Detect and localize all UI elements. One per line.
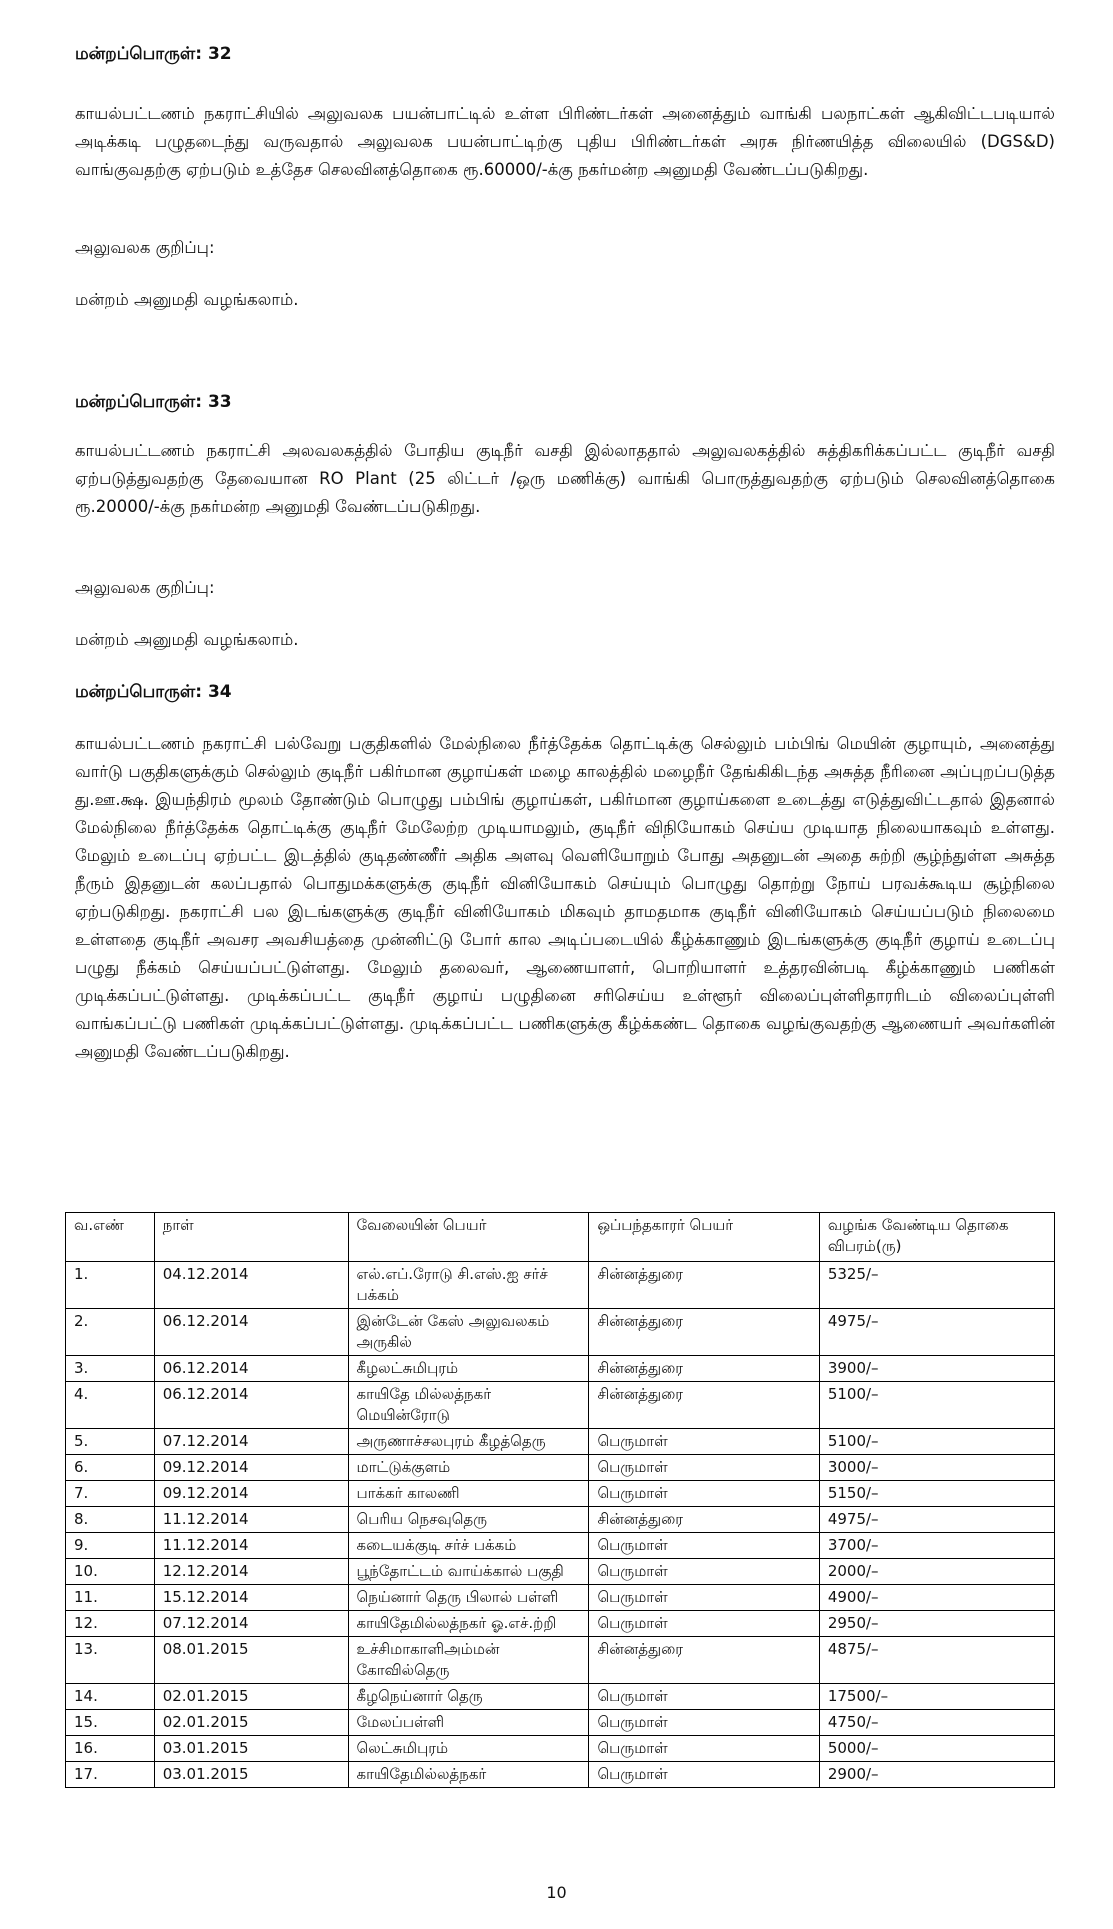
table-row (66, 1762, 1055, 1788)
item-33-body: காயல்பட்டணம் நகராட்சி அலவலகத்தில் போதிய குடிநீர் வசதி இல்லாததால் அலுவலகத்தில் சுத்திகரிக்கப்பட்ட குடிநீர் வசதி ஏற்படுத்துவதற்கு தேவையான RO Plant (25 லிட்டர் /ஒரு மணிக்கு) வாங்கி பொருத்துவதற்கு ஏற்படும் செலவினத்தொகை ரூ.20000/-க்கு நகர்மன்ற அனுமதி வேண்டப்படுகிறது. (75, 441, 1055, 516)
cell-work-name: காயிதேமில்லத்நகர் ஓ.எச்.ற்றி (348, 1611, 589, 1637)
cell-amount: 5325/– (819, 1262, 1054, 1309)
cell-contractor: பெருமாள் (589, 1455, 819, 1481)
table-row (66, 1356, 1055, 1382)
cell-date: 09.12.2014 (154, 1455, 348, 1481)
cell-amount: 4750/– (819, 1710, 1054, 1736)
cell-date: 15.12.2014 (154, 1585, 348, 1611)
cell-contractor: சின்னத்துரை (589, 1356, 819, 1382)
cell-work-name: லெட்சுமிபுரம் (348, 1736, 589, 1762)
cell-work-name: கீழநெய்னார் தெரு (348, 1684, 589, 1710)
col-contractor-header: ஒப்பந்தகாரர் பெயர் (589, 1213, 819, 1262)
item-34-body: காயல்பட்டணம் நகராட்சி பல்வேறு பகுதிகளில் மேல்நிலை நீர்த்தேக்க தொட்டிக்கு செல்லும் பம்பிங் மெயின் குழாயும், அனைத்து வார்டு பகுதிகளுக்கும் செல்லும் குடிநீர் பகிர்மான குழாய்கள் மழை காலத்தில் மழைநீர் தேங்கிகிடந்த அசுத்த நீரினை அப்புறப்படுத்த து.ஊ.க்ஷ. இயந்திரம் மூலம் தோண்டும் பொழுது பம்பிங் குழாய்கள், பகிர்மான குழாய்களை உடைத்து எடுத்துவிட்டதால் இதனால் மேல்நிலை நீர்த்தேக்க தொட்டிக்கு குடிநீர் மேலேற்ற முடியாமலும், குடிநீர் விநியோகம் செய்ய முடியாத நிலையாகவும் உள்ளது. மேலும் உடைப்பு ஏற்பட்ட இடத்தில் குடிதண்ணீர் அதிக அளவு வெளியோறும் போது அதனுடன் அதை சுற்றி சூழ்ந்துள்ள அசுத்த நீரும் இதனுடன் கலப்பதால் பொதுமக்களுக்கு குடிநீர் வினியோகம் செய்யும் பொழுது தொற்று நோய் பரவக்கூடிய சூழ்நிலை ஏற்படுகிறது. நகராட்சி பல இடங்களுக்கு குடிநீர் வினியோகம் மிகவும் தாமதமாக குடிநீர் வினியோகம் செய்யப்படும் நிலைமை உள்ளதை குடிநீர் அவசர அவசியத்தை முன்னிட்டு போர் கால அடிப்படையில் கீழ்க்காணும் இடங்களுக்கு குடிநீர் குழாய் உடைப்பு பழுது நீக்கம் செய்யப்பட்டுள்ளது. மேலும் தலைவர், ஆணையாளர், பொறியாளர் உத்தரவின்படி கீழ்க்காணும் பணிகள் முடிக்கப்பட்டுள்ளது. முடிக்கப்பட்ட குடிநீர் குழாய் பழுதினை சரிசெய்ய உள்ளூர் விலைப்புள்ளிதாரரிடம் விலைப்புள்ளி வாங்கப்பட்டு பணிகள் முடிக்கப்பட்டுள்ளது. முடிக்கப்பட்ட பணிகளுக்கு கீழ்க்கண்ட தொகை வழங்குவதற்கு ஆணையர் அவர்களின் அனுமதி வேண்டப்படுகிறது. (75, 734, 1055, 1061)
cell-amount: 2950/– (819, 1611, 1054, 1637)
cell-date: 12.12.2014 (154, 1559, 348, 1585)
cell-work-name: பெரிய நெசவுதெரு (348, 1507, 589, 1533)
item-32-heading: மன்றப்பொருள்: 32 (75, 44, 232, 64)
cell-contractor: பெருமாள் (589, 1611, 819, 1637)
table-row (66, 1262, 1055, 1309)
cell-serial: 3. (66, 1356, 155, 1382)
item-34-heading: மன்றப்பொருள்: 34 (75, 682, 232, 702)
table-row (66, 1585, 1055, 1611)
cell-work-name: காயிதே மில்லத்நகர் மெயின்ரோடு (348, 1382, 589, 1429)
col-amount-header: வழங்க வேண்டிய தொகை விபரம்(ரு) (819, 1213, 1054, 1262)
table-row (66, 1382, 1055, 1429)
cell-work-name: பூந்தோட்டம் வாய்க்கால் பகுதி (348, 1559, 589, 1585)
cell-amount: 17500/– (819, 1684, 1054, 1710)
table-row (66, 1559, 1055, 1585)
col-serial-header: வ.எண் (66, 1213, 155, 1262)
cell-amount: 3900/– (819, 1356, 1054, 1382)
table-row (66, 1736, 1055, 1762)
cell-contractor: பெருமாள் (589, 1429, 819, 1455)
cell-amount: 3000/– (819, 1455, 1054, 1481)
col-date-header: நாள் (154, 1213, 348, 1262)
item-33-note-label: அலுவலக குறிப்பு: (75, 578, 215, 597)
table-row (66, 1481, 1055, 1507)
cell-serial: 13. (66, 1637, 155, 1684)
table-row (66, 1429, 1055, 1455)
cell-serial: 15. (66, 1710, 155, 1736)
table-body (66, 1262, 1055, 1788)
cell-date: 07.12.2014 (154, 1429, 348, 1455)
cell-serial: 5. (66, 1429, 155, 1455)
cell-date: 09.12.2014 (154, 1481, 348, 1507)
cell-contractor: பெருமாள் (589, 1762, 819, 1788)
table-row (66, 1455, 1055, 1481)
cell-contractor: சின்னத்துரை (589, 1637, 819, 1684)
col-work-name-header: வேலையின் பெயர் (348, 1213, 589, 1262)
cell-work-name: கீழலட்சுமிபுரம் (348, 1356, 589, 1382)
cell-amount: 5000/– (819, 1736, 1054, 1762)
cell-contractor: பெருமாள் (589, 1736, 819, 1762)
cell-date: 06.12.2014 (154, 1309, 348, 1356)
item-32-note-text: மன்றம் அனுமதி வழங்கலாம். (75, 290, 299, 309)
cell-date: 03.01.2015 (154, 1762, 348, 1788)
cell-amount: 5150/– (819, 1481, 1054, 1507)
cell-work-name: இன்டேன் கேஸ் அலுவலகம் அருகில் (348, 1309, 589, 1356)
table-row (66, 1684, 1055, 1710)
cell-contractor: பெருமாள் (589, 1559, 819, 1585)
cell-date: 04.12.2014 (154, 1262, 348, 1309)
cell-serial: 11. (66, 1585, 155, 1611)
cell-work-name: எல்.எப்.ரோடு சி.எஸ்.ஐ சர்ச் பக்கம் (348, 1262, 589, 1309)
cell-serial: 2. (66, 1309, 155, 1356)
cell-amount: 4975/– (819, 1309, 1054, 1356)
cell-work-name: கடையக்குடி சர்ச் பக்கம் (348, 1533, 589, 1559)
cell-date: 06.12.2014 (154, 1356, 348, 1382)
table-row (66, 1533, 1055, 1559)
cell-work-name: உச்சிமாகாளிஅம்மன் கோவில்தெரு (348, 1637, 589, 1684)
cell-amount: 2900/– (819, 1762, 1054, 1788)
cell-serial: 12. (66, 1611, 155, 1637)
cell-serial: 7. (66, 1481, 155, 1507)
cell-contractor: பெருமாள் (589, 1684, 819, 1710)
cell-work-name: மேலப்பள்ளி (348, 1710, 589, 1736)
cell-amount: 4875/– (819, 1637, 1054, 1684)
cell-amount: 4900/– (819, 1585, 1054, 1611)
cell-date: 11.12.2014 (154, 1507, 348, 1533)
cell-date: 03.01.2015 (154, 1736, 348, 1762)
cell-amount: 5100/– (819, 1429, 1054, 1455)
item-32-note-label: அலுவலக குறிப்பு: (75, 238, 215, 257)
cell-serial: 1. (66, 1262, 155, 1309)
table-header-row (66, 1213, 1055, 1262)
item-32-body: காயல்பட்டணம் நகராட்சியில் அலுவலக பயன்பாட்டில் உள்ள பிரிண்டர்கள் அனைத்தும் வாங்கி பலநாட்கள் ஆகிவிட்டபடியால் அடிக்கடி பழுதடைந்து வருவதால் அலுவலக பயன்பாட்டிற்கு புதிய பிரிண்டர்கள் அரசு நிர்ணயித்த விலையில் (DGS&D) வாங்குவதற்கு ஏற்படும் உத்தேச செலவினத்தொகை ரூ.60000/-க்கு நகர்மன்ற அனுமதி வேண்டப்படுகிறது. (75, 104, 1055, 179)
item-33-heading: மன்றப்பொருள்: 33 (75, 392, 232, 412)
cell-work-name: அருணாச்சலபுரம் கீழத்தெரு (348, 1429, 589, 1455)
cell-work-name: மாட்டுக்குளம் (348, 1455, 589, 1481)
cell-date: 11.12.2014 (154, 1533, 348, 1559)
cell-contractor: சின்னத்துரை (589, 1382, 819, 1429)
cell-date: 08.01.2015 (154, 1637, 348, 1684)
cell-amount: 4975/– (819, 1507, 1054, 1533)
cell-serial: 17. (66, 1762, 155, 1788)
cell-serial: 8. (66, 1507, 155, 1533)
cell-serial: 14. (66, 1684, 155, 1710)
page-number: 10 (546, 1883, 567, 1902)
table-row (66, 1611, 1055, 1637)
cell-amount: 5100/– (819, 1382, 1054, 1429)
cell-serial: 4. (66, 1382, 155, 1429)
cell-date: 02.01.2015 (154, 1684, 348, 1710)
cell-contractor: பெருமாள் (589, 1585, 819, 1611)
cell-amount: 3700/– (819, 1533, 1054, 1559)
cell-work-name: பாக்கர் காலணி (348, 1481, 589, 1507)
table-row (66, 1710, 1055, 1736)
cell-serial: 16. (66, 1736, 155, 1762)
cell-date: 07.12.2014 (154, 1611, 348, 1637)
cell-date: 02.01.2015 (154, 1710, 348, 1736)
table-row (66, 1309, 1055, 1356)
cell-contractor: சின்னத்துரை (589, 1309, 819, 1356)
item-33-note-text: மன்றம் அனுமதி வழங்கலாம். (75, 630, 299, 649)
cell-amount: 2000/– (819, 1559, 1054, 1585)
cell-serial: 10. (66, 1559, 155, 1585)
works-payment-table (65, 1212, 1055, 1788)
cell-contractor: சின்னத்துரை (589, 1507, 819, 1533)
cell-work-name: காயிதேமில்லத்நகர் (348, 1762, 589, 1788)
cell-contractor: சின்னத்துரை (589, 1262, 819, 1309)
cell-work-name: நெய்னார் தெரு பிலால் பள்ளி (348, 1585, 589, 1611)
cell-contractor: பெருமாள் (589, 1533, 819, 1559)
table-row (66, 1507, 1055, 1533)
cell-contractor: பெருமாள் (589, 1710, 819, 1736)
cell-contractor: பெருமாள் (589, 1481, 819, 1507)
cell-date: 06.12.2014 (154, 1382, 348, 1429)
cell-serial: 6. (66, 1455, 155, 1481)
cell-serial: 9. (66, 1533, 155, 1559)
table-row (66, 1637, 1055, 1684)
